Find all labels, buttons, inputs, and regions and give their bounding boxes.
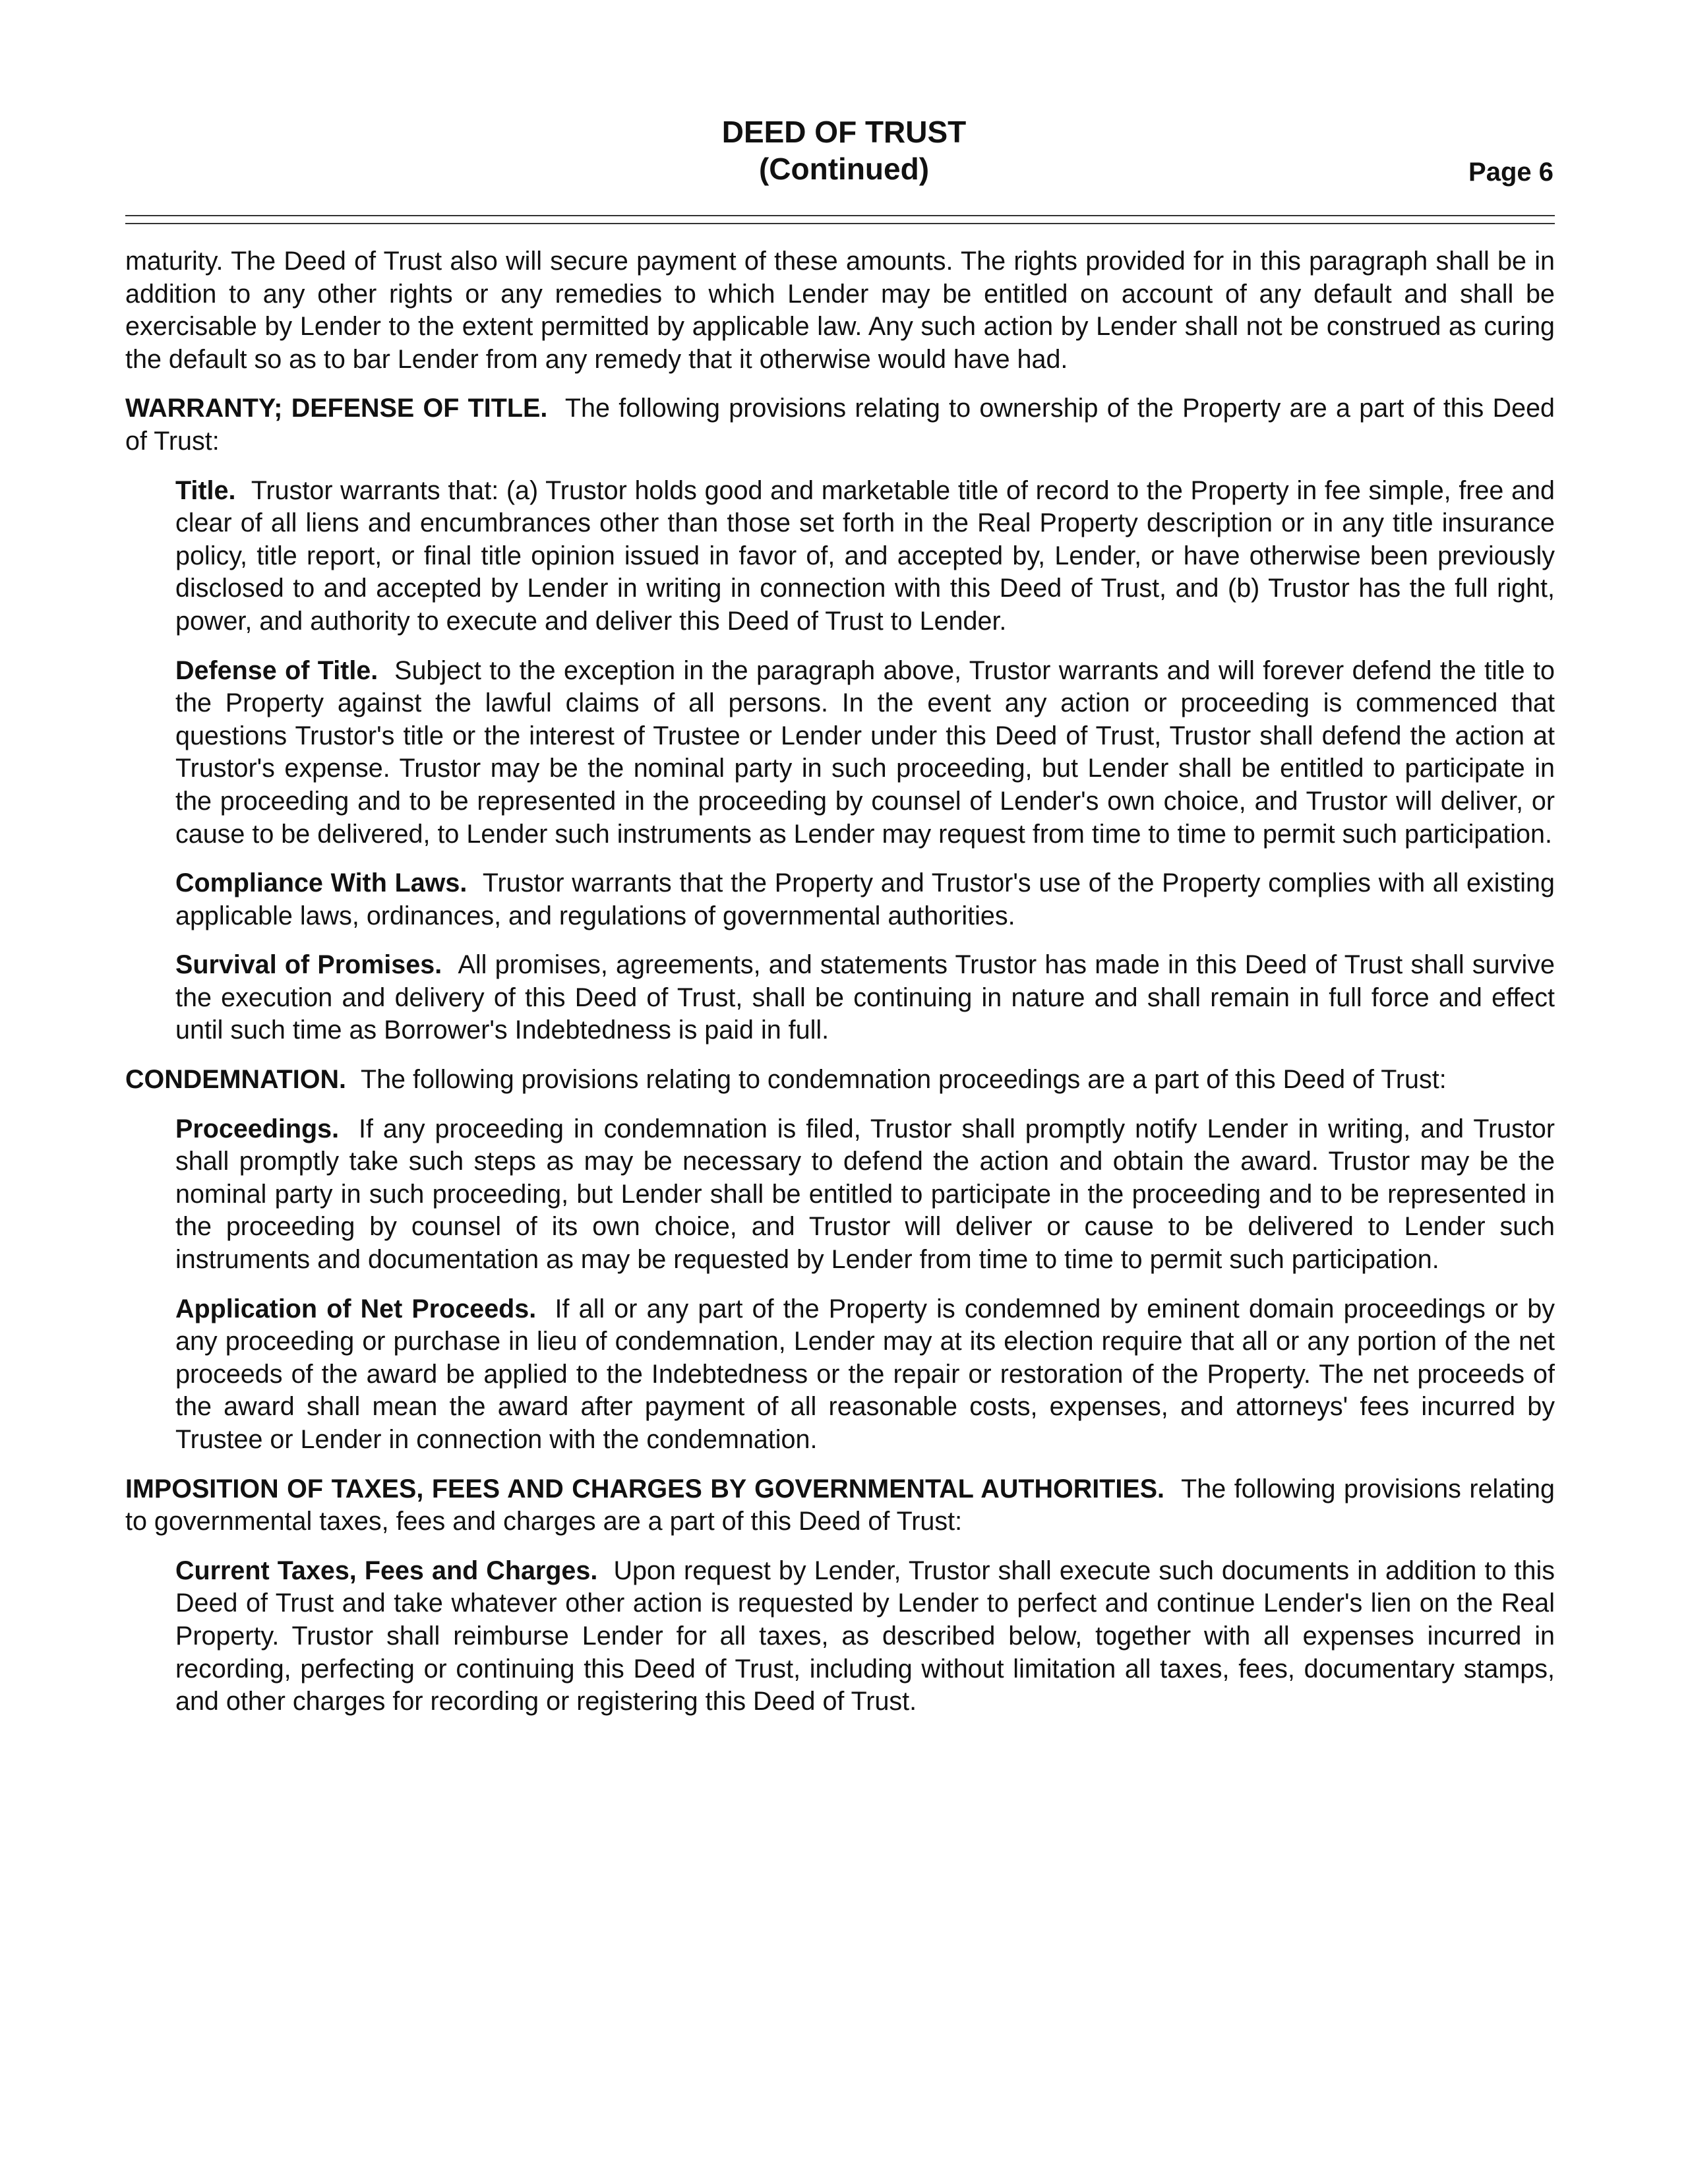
section-condemnation — [125, 1064, 1555, 1097]
paragraph-continued — [125, 245, 1555, 376]
section-warranty — [125, 392, 1555, 458]
section-taxes — [125, 1473, 1555, 1538]
subsection-heading: Current Taxes, Fees and Charges. — [175, 1556, 598, 1585]
section-heading: CONDEMNATION. — [125, 1065, 346, 1095]
subsection-heading: Title. — [175, 475, 236, 505]
subsection-text: Subject to the exception in the paragraph above, Trustor warrants and will forever defend the title to the Property against the lawful claims of all persons. In the event any action or proceeding is commenced that questions Trustor's title or the interest of Trustee or Lender under this Deed of Trust, Trustor shall defend the action at Trustor's expense. Trustor may be the nominal party in such proceeding, but Lender shall be entitled to participate in the proceeding and to be represented in the proceeding by counsel of Lender's own choice, and Trustor will deliver, or cause to be delivered, to Lender such instruments as Lender may request from time to time to permit such participation. — [175, 655, 1555, 849]
section-text: The following provisions relating to condemnation proceedings are a part of this Deed of Trust: — [360, 1065, 1447, 1095]
subsection-net-proceeds — [175, 1293, 1555, 1457]
subsection-current-taxes — [175, 1555, 1555, 1718]
subsection-text: If any proceeding in condemnation is filed, Trustor shall promptly notify Lender in writing, and Trustor shall promptly take such steps as may be necessary to defend the action and obtain the award. Trustor may be the nominal party in such proceeding, but Lender shall be entitled to participate in the proceeding and to be represented in the proceeding by counsel of its own choice, and Trustor will deliver or cause to be delivered to Lender such instruments and documentation as may be requested by Lender from time to time to permit such participation. — [175, 1114, 1555, 1275]
document-subtitle: (Continued) — [758, 152, 930, 186]
document-body — [125, 245, 1555, 1735]
subsection-survival — [175, 949, 1555, 1047]
subsection-title — [175, 475, 1555, 638]
subsection-text: Trustor warrants that: (a) Trustor holds good and marketable title of record to the Property in fee simple, free and clear of all liens and encumbrances other than those set forth in the Real Property description or in any title insurance policy, title report, or final title opinion issued in favor of, and accepted by, Lender, or have otherwise been previously disclosed to and accepted by Lender in writing in connection with this Deed of Trust, and (b) Trustor has the full right, power, and authority to execute and deliver this Deed of Trust to Lender. — [175, 475, 1555, 636]
header-divider-bottom — [125, 223, 1555, 224]
subsection-heading: Proceedings. — [175, 1114, 340, 1143]
header-divider-top — [125, 215, 1555, 216]
document-title: DEED OF TRUST — [721, 115, 967, 149]
section-heading: WARRANTY; DEFENSE OF TITLE. — [125, 394, 548, 423]
subsection-heading: Compliance With Laws. — [175, 868, 467, 898]
subsection-defense-of-title — [175, 655, 1555, 851]
section-text: The following provisions relating to ownership of the Property are a part of this Deed of Trust: — [125, 394, 1555, 456]
subsection-compliance — [175, 867, 1555, 932]
subsection-heading: Defense of Title. — [175, 655, 378, 685]
section-text: The following provisions relating to governmental taxes, fees and charges are a part of this Deed of Trust: — [125, 1474, 1555, 1536]
subsection-text: If all or any part of the Property is condemned by eminent domain proceedings or by any proceeding or purchase in lieu of condemnation, Lender may at its election require that all or any portion of the net proceeds of the award be applied to the Indebtedness or the repair or restoration of the Property. The net proceeds of the award shall mean the award after payment of all reasonable costs, expenses, and attorneys' fees incurred by Trustee or Lender in connection with the condemnation. — [175, 1294, 1555, 1454]
subsection-text: Trustor warrants that the Property and Trustor's use of the Property complies with all existing applicable laws, ordinances, and regulations of governmental authorities. — [175, 868, 1555, 930]
subsection-heading: Survival of Promises. — [175, 950, 442, 980]
subsection-proceedings — [175, 1113, 1555, 1277]
subsection-text: All promises, agreements, and statements Trustor has made in this Deed of Trust shall survive the execution and delivery of this Deed of Trust, shall be continuing in nature and shall remain in full force and effect until such time as Borrower's Indebtedness is paid in full. — [175, 950, 1555, 1045]
section-heading: IMPOSITION OF TAXES, FEES AND CHARGES BY GOVERNMENTAL AUTHORITIES. — [125, 1474, 1165, 1503]
page-number: Page 6 — [1468, 158, 1553, 187]
subsection-text: Upon request by Lender, Trustor shall execute such documents in addition to this Deed of Trust and take whatever other action is requested by Lender to perfect and continue Lender's lien on the Real Property. Trustor shall reimburse Lender for all taxes, as described below, together with all expenses incurred in recording, perfecting or continuing this Deed of Trust, including without limitation all taxes, fees, documentary stamps, and other charges for recording or registering this Deed of Trust. — [175, 1556, 1555, 1716]
subsection-heading: Application of Net Proceeds. — [175, 1294, 537, 1323]
paragraph-text: maturity. The Deed of Trust also will secure payment of these amounts. The rights provided for in this paragraph shall be in addition to any other rights or any remedies to which Lender may be entitled on account of any default and shall be exercisable by Lender to the extent permitted by applicable law. Any such action by Lender shall not be construed as curing the default so as to bar Lender from any remedy that it otherwise would have had. — [125, 247, 1555, 374]
